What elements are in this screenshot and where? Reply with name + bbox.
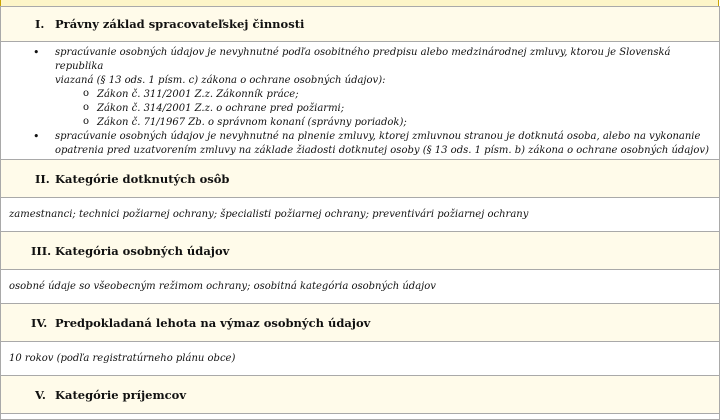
section-number: II. [35, 171, 50, 186]
sub-list-item: o Zákon č. 314/2001 Z.z. o ochrane pred požiarmi; [9, 102, 709, 116]
section-content-text: 10 rokov (podľa registratúrneho plánu obce) [9, 353, 236, 364]
list-item-text-line: opatrenia pred uzatvorením zmluvy na základe žiadosti dotknutej osoby (§ 13 ods. 1 písm. b) zákona o ochrane osobných údajov) [55, 145, 709, 156]
section-content-text: zamestnanci; technici požiarnej ochrany; špecialisti požiarnej ochrany; preventivári požiarnej ochrany [9, 209, 529, 220]
section-title: Kategória osobných údajov [55, 243, 230, 258]
section-number: I. [35, 17, 45, 31]
section-number: III. [31, 243, 52, 258]
list-item-text-line: • spracúvanie osobných údajov je nevyhnutné podľa osobitného predpisu alebo medzinárodnej zmluvy, ktorou je Slovenská republika [55, 47, 671, 72]
retention-period-content [0, 342, 720, 376]
section-title: Predpokladaná lehota na výmaz osobných údajov [55, 315, 371, 330]
section-title: Kategórie príjemcov [55, 387, 187, 402]
sub-list-item: o Zákon č. 311/2001 Z.z. Zákonník práce; [9, 88, 709, 102]
list-item [9, 130, 709, 158]
section-title: Právny základ spracovateľskej činnosti [55, 17, 305, 31]
sub-list-item: o Zákon č. 71/1967 Zb. o správnom konaní (správny poriadok); [9, 116, 709, 130]
section-heading-data-category [0, 232, 720, 270]
recipients-content [0, 414, 720, 420]
section-number: V. [35, 387, 46, 402]
section-title: Kategórie dotknutých osôb [55, 171, 230, 186]
data-subjects-content [0, 198, 720, 232]
list-item-text-line: • spracúvanie osobných údajov je nevyhnutné na plnenie zmluvy, ktorej zmluvnou stranou je dotknutá osoba, alebo na vykonanie [55, 131, 701, 142]
section-number: IV. [31, 315, 48, 330]
list-item-text-line: viazaná (§ 13 ods. 1 písm. c) zákona o ochrane osobných údajov): [55, 75, 386, 86]
section-heading-retention-period [0, 304, 720, 342]
data-category-content [0, 270, 720, 304]
section-heading-data-subjects [0, 160, 720, 198]
list-item [9, 46, 709, 88]
section-heading-recipients [0, 376, 720, 414]
legal-basis-content [0, 42, 720, 160]
section-heading-legal-basis [0, 6, 720, 42]
section-content-text: osobné údaje so všeobecným režimom ochrany; osobitná kategória osobných údajov [9, 281, 436, 292]
